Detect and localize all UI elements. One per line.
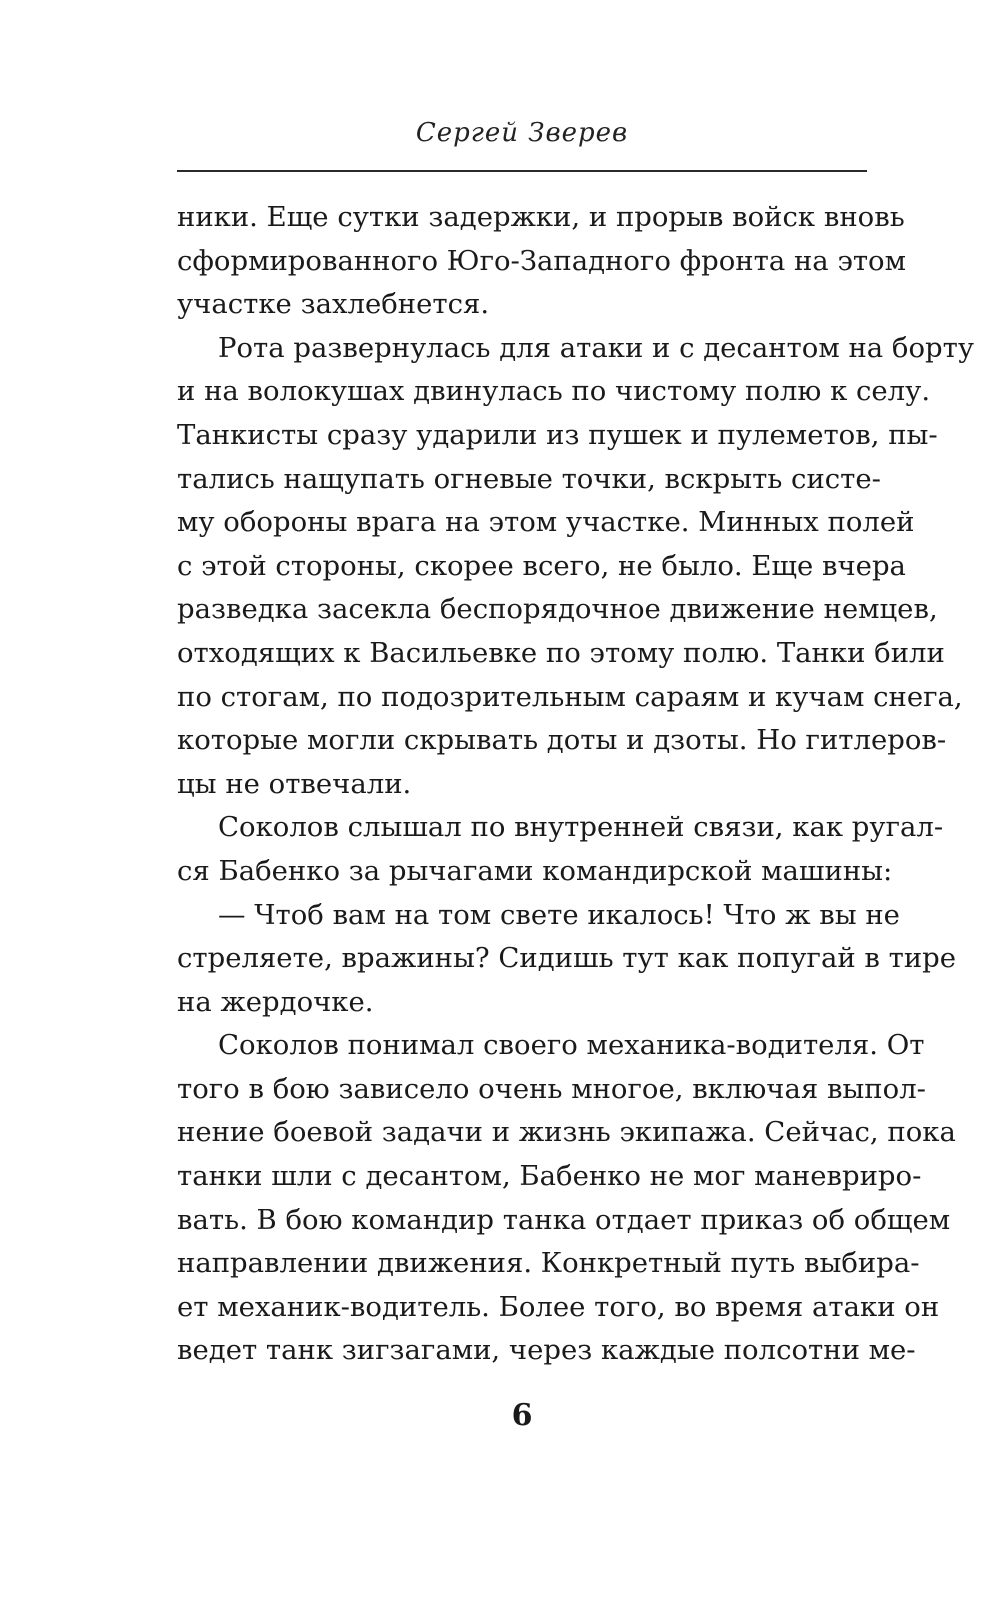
text-line: ведет танк зигзагами, через каждые полсотни ме- — [177, 1334, 916, 1367]
text-line: отходящих к Васильевке по этому полю. Танки били — [177, 636, 945, 669]
header-rule — [177, 170, 867, 172]
text-line: Танкисты сразу ударили из пушек и пулеметов, пы- — [177, 418, 938, 451]
text-line: сформированного Юго-Западного фронта на этом — [177, 244, 907, 277]
text-line: ники. Еще сутки задержки, и прорыв войск вновь — [177, 201, 905, 233]
text-line: которые могли скрывать доты и дзоты. Но гитлеров- — [177, 724, 947, 757]
text-line: танки шли с десантом, Бабенко не мог маневриро- — [177, 1160, 922, 1193]
text-line: и на волокушах двинулась по чистому полю к селу. — [177, 375, 931, 408]
text-line: по стогам, по подозрительным сараям и кучам снега, — [177, 680, 963, 713]
text-line: стреляете, вражины? Сидишь тут как попугай в тире — [177, 942, 957, 975]
text-line: му обороны врага на этом участке. Минных полей — [177, 506, 915, 539]
text-line: того в бою зависело очень многое, включая выпол- — [177, 1072, 926, 1105]
text-line: ет механик-водитель. Более того, во время атаки он — [177, 1290, 940, 1323]
text-line: — Чтоб вам на том свете икалось! Что ж вы не — [218, 898, 900, 931]
running-head-author: Сергей Зверев — [415, 118, 629, 148]
text-line: нение боевой задачи и жизнь экипажа. Сейчас, пока — [177, 1116, 956, 1149]
text-line: на жердочке. — [177, 985, 374, 1018]
text-line: Соколов понимал своего механика-водителя. От — [218, 1029, 925, 1062]
text-line: разведка засекла беспорядочное движение немцев, — [177, 593, 938, 626]
text-line: Рота развернулась для атаки и с десантом на борту — [218, 331, 975, 364]
text-line: направлении движения. Конкретный путь выбира- — [177, 1247, 920, 1280]
page-number: 6 — [511, 1398, 533, 1433]
text-line: участке захлебнется. — [177, 288, 490, 321]
text-line: с этой стороны, скорее всего, не было. Еще вчера — [177, 549, 906, 582]
text-line: Соколов слышал по внутренней связи, как ругал- — [218, 811, 944, 844]
text-line: цы не отвечали. — [177, 767, 412, 800]
text-line: тались нащупать огневые точки, вскрыть систе- — [177, 462, 881, 495]
body-text — [177, 196, 975, 1373]
text-line: вать. В бою командир танка отдает приказ об общем — [177, 1203, 951, 1236]
text-line: ся Бабенко за рычагами командирской машины: — [177, 854, 893, 887]
